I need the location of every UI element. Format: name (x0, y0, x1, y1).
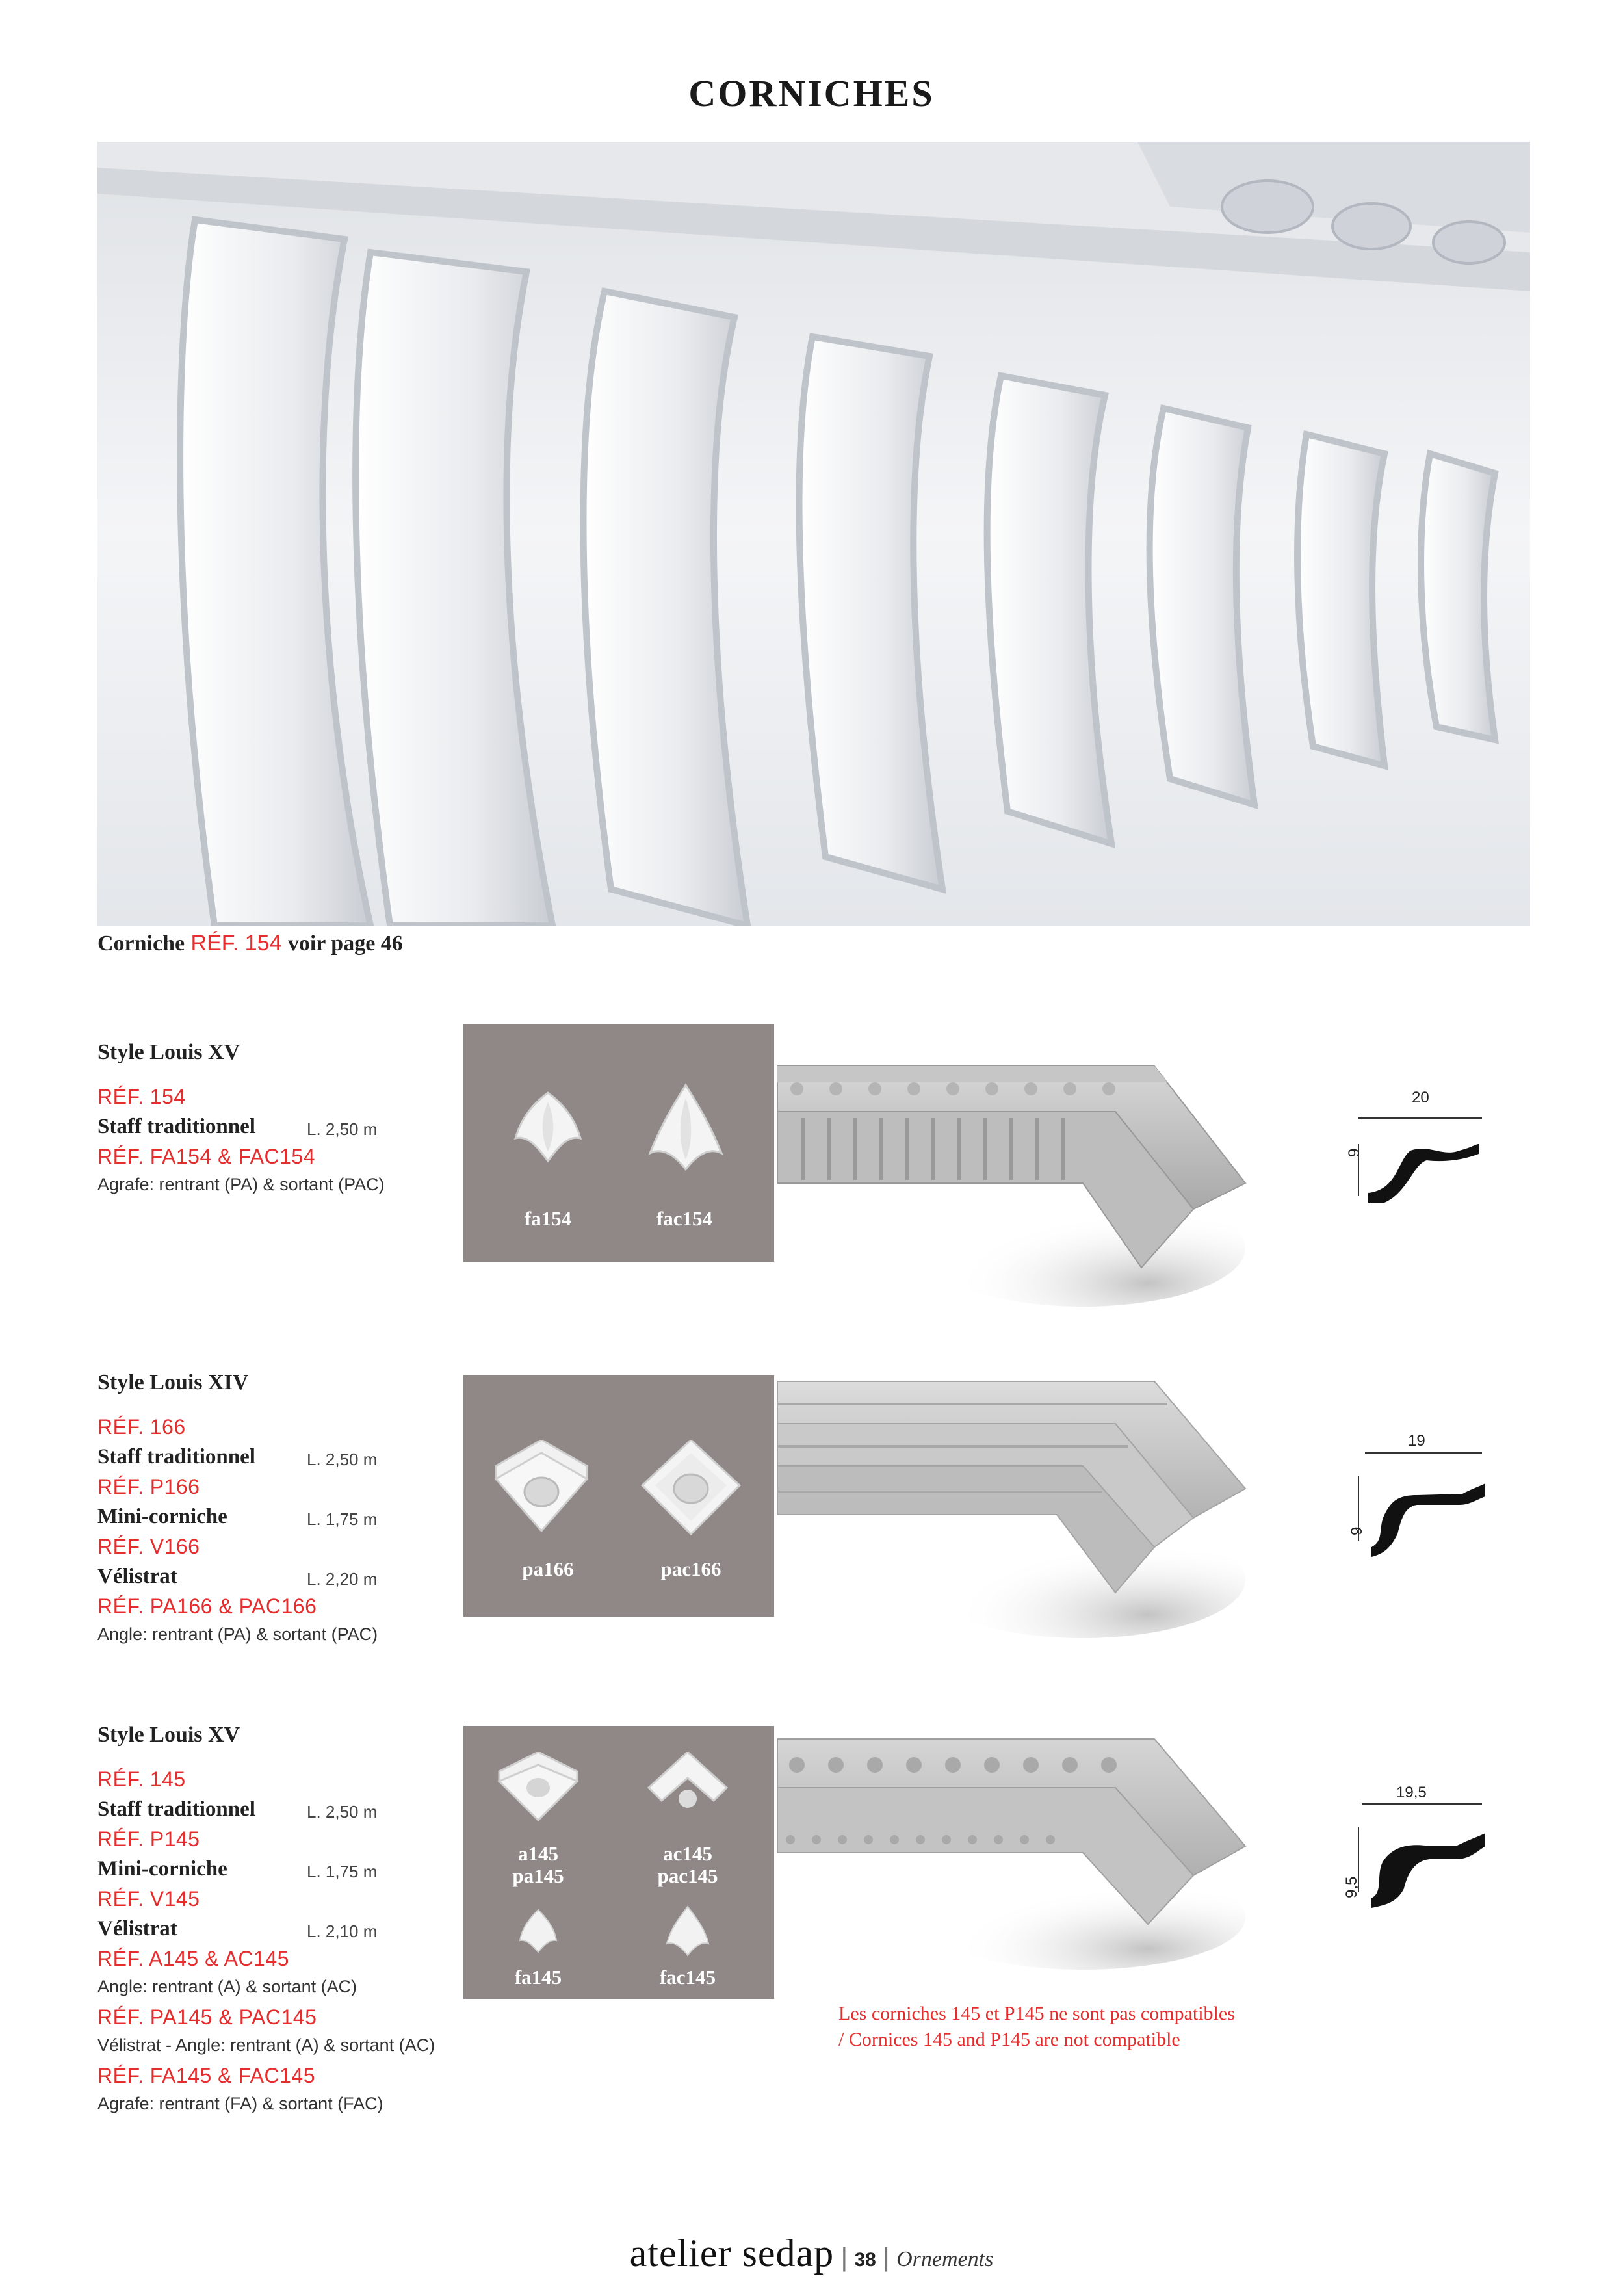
hero-caption (97, 931, 403, 956)
ornament-ac145 (645, 1752, 730, 1823)
compat-note-en: / Cornices 145 and P145 are not compatible (838, 2029, 1180, 2050)
product-name: Staff traditionnel (97, 1797, 255, 1821)
profile-drawing-145 (1345, 1801, 1488, 1918)
product-name: Staff traditionnel (97, 1445, 255, 1468)
length-label: L. 1,75 m (307, 1509, 378, 1529)
length-label: L. 2,50 m (307, 1119, 378, 1139)
ref-label: RÉF. PA166 & PAC166 (97, 1595, 317, 1618)
ref-label: RÉF. 166 (97, 1415, 186, 1439)
cornice-moulding-145 (777, 1729, 1258, 1983)
product-name: Vélistrat (97, 1917, 177, 1940)
accessory-panel (463, 1726, 774, 1999)
profile-width: 19,5 (1396, 1784, 1427, 1801)
ornament-fa145 (519, 1908, 558, 1953)
profile-height: 9,5 (1343, 1876, 1360, 1898)
style-title: Style Louis XV (97, 1040, 240, 1064)
hero-photo (97, 142, 1530, 926)
length-label: L. 2,50 m (307, 1450, 378, 1469)
spec-block (97, 1723, 461, 2119)
hero-cornice-image (97, 142, 1530, 926)
part-label: pac145 (657, 1864, 718, 1887)
ref-label: RÉF. FA145 & FAC145 (97, 2064, 315, 2087)
brand-name: atelier sedap (629, 2232, 835, 2275)
ref-note: Angle: rentrant (PA) & sortant (PAC) (97, 1624, 378, 1644)
product-name: Staff traditionnel (97, 1115, 255, 1138)
ornament-fac154 (647, 1082, 725, 1173)
ornament-fac145 (665, 1905, 710, 1957)
profile-height: 9 (1345, 1148, 1363, 1157)
accessory-panel (463, 1375, 774, 1617)
page-number: 38 (854, 2249, 876, 2271)
ref-label: RÉF. V145 (97, 1887, 200, 1911)
style-title: Style Louis XV (97, 1723, 240, 1747)
length-label: L. 2,10 m (307, 1922, 378, 1941)
spec-block (97, 1040, 461, 1200)
product-name: Mini-corniche (97, 1857, 227, 1881)
style-title: Style Louis XIV (97, 1370, 249, 1394)
ornament-fa154 (509, 1089, 587, 1168)
ornament-pac166 (639, 1440, 743, 1537)
length-label: L. 2,50 m (307, 1802, 378, 1821)
footer (0, 2231, 1623, 2276)
product-name: Mini-corniche (97, 1505, 227, 1528)
ornament-pa166 (489, 1440, 593, 1537)
part-label: fa145 (514, 1966, 562, 1989)
ref-note: Agrafe: rentrant (PA) & sortant (PAC) (97, 1175, 385, 1194)
ref-label: RÉF. A145 & AC145 (97, 1947, 289, 1970)
ref-note: Angle: rentrant (A) & sortant (AC) (97, 1977, 357, 1996)
compat-note-fr: Les corniches 145 et P145 ne sont pas compatibles (838, 2003, 1235, 2024)
ref-label: RÉF. P145 (97, 1827, 200, 1851)
cornice-moulding-166 (777, 1378, 1258, 1651)
part-label: pa145 (512, 1864, 564, 1887)
caption-link: voir page 46 (287, 932, 403, 956)
profile-height: 9 (1348, 1526, 1366, 1535)
part-label: pac166 (660, 1558, 721, 1580)
part-label: ac145 (663, 1842, 712, 1865)
part-label: fa154 (524, 1207, 572, 1230)
length-label: L. 2,20 m (307, 1569, 378, 1589)
ref-label: RÉF. V166 (97, 1535, 200, 1558)
page-title: CORNICHES (688, 72, 935, 114)
ref-label: RÉF. P166 (97, 1475, 200, 1498)
profile-drawing-154 (1345, 1099, 1488, 1216)
ref-label: RÉF. 154 (97, 1085, 186, 1108)
category-name: Ornements (896, 2247, 994, 2271)
ref-label: RÉF. 145 (97, 1768, 186, 1791)
part-label: a145 (518, 1842, 558, 1865)
footer-separator: | (883, 2243, 890, 2272)
profile-drawing-166 (1345, 1450, 1488, 1567)
ref-label: RÉF. PA145 & PAC145 (97, 2005, 317, 2029)
product-name: Vélistrat (97, 1565, 177, 1588)
accessory-panel (463, 1024, 774, 1262)
compatibility-note (838, 2001, 1235, 2053)
part-label: pa166 (522, 1558, 574, 1580)
spec-block (97, 1370, 461, 1650)
ref-label: RÉF. FA154 & FAC154 (97, 1145, 315, 1168)
ornament-a145 (496, 1752, 580, 1823)
part-label: fac154 (656, 1207, 713, 1230)
caption-ref: RÉF. 154 (190, 931, 282, 956)
footer-separator: | (840, 2243, 848, 2272)
profile-width: 20 (1412, 1089, 1429, 1106)
ref-note: Vélistrat - Angle: rentrant (A) & sortant (AC) (97, 2035, 435, 2055)
profile-width: 19 (1408, 1432, 1425, 1450)
cornice-moulding-154 (777, 1053, 1258, 1313)
part-label: fac145 (659, 1966, 716, 1989)
ref-note: Agrafe: rentrant (FA) & sortant (FAC) (97, 2094, 383, 2113)
caption-name: Corniche (97, 932, 185, 956)
length-label: L. 1,75 m (307, 1862, 378, 1881)
